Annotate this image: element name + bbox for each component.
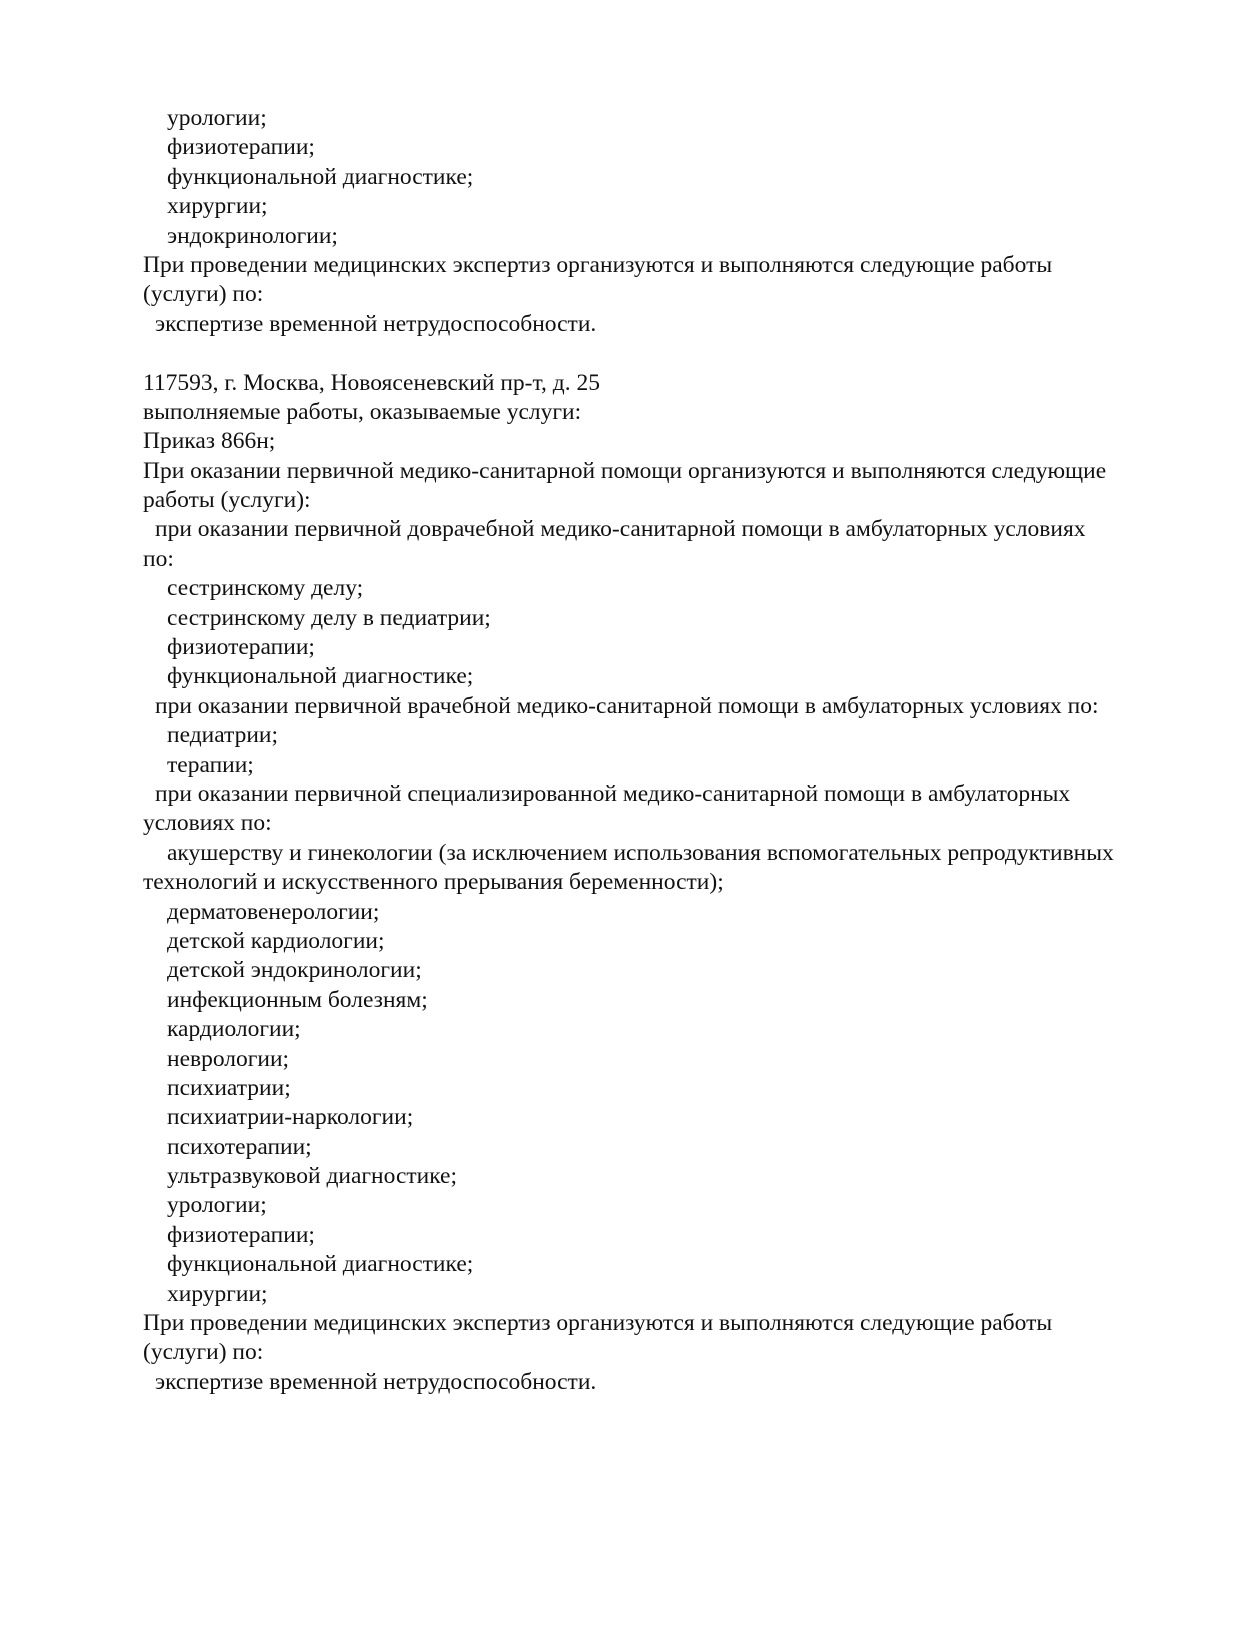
vrach-heading: при оказании первичной врачебной медико-санитарной помощи в амбулаторных условиях по: <box>155 692 1099 719</box>
list-item: функциональной диагностике; <box>167 163 474 190</box>
list-item: психиатрии; <box>167 1074 291 1101</box>
list-item: неврологии; <box>167 1045 290 1072</box>
list-item: акушерству и гинекологии (за исключением использования вспомогательных репродуктивных <box>167 839 1114 866</box>
expertise-heading: При проведении медицинских экспертиз организуются и выполняются следующие работы <box>143 251 1053 278</box>
specialized-heading: при оказании первичной специализированной медико-санитарной помощи в амбулаторных <box>155 780 1071 807</box>
list-item: ультразвуковой диагностике; <box>167 1163 458 1190</box>
address-line: 117593, г. Москва, Новоясеневский пр-т, д. 25 <box>143 369 600 396</box>
list-item: урологии; <box>167 105 267 131</box>
list-item: хирургии; <box>167 193 268 220</box>
list-item: физиотерапии; <box>167 134 315 161</box>
expertise-item: экспертизе временной нетрудоспособности. <box>155 1368 597 1395</box>
list-item: сестринскому делу; <box>167 575 364 602</box>
primary-care-heading-continued: работы (услуги): <box>143 487 311 514</box>
list-item: физиотерапии; <box>167 634 315 661</box>
prevrach-heading-continued: по: <box>143 545 174 572</box>
list-item: сестринскому делу в педиатрии; <box>167 604 491 631</box>
list-item: урологии; <box>167 1192 267 1219</box>
primary-care-heading: При оказании первичной медико-санитарной помощи организуются и выполняются следующие <box>143 457 1107 484</box>
expertise-item: экспертизе временной нетрудоспособности. <box>155 310 597 337</box>
expertise-heading: При проведении медицинских экспертиз организуются и выполняются следующие работы <box>143 1310 1053 1337</box>
list-item: хирургии; <box>167 1280 268 1307</box>
list-item: функциональной диагностике; <box>167 663 474 690</box>
order-reference: Приказ 866н; <box>143 428 276 455</box>
list-item: психотерапии; <box>167 1133 312 1160</box>
prevrach-heading: при оказании первичной доврачебной медико-санитарной помощи в амбулаторных условиях <box>155 516 1086 543</box>
expertise-heading-continued: (услуги) по: <box>143 1339 264 1366</box>
paragraph-gap <box>143 339 1153 368</box>
works-label: выполняемые работы, оказываемые услуги: <box>143 398 582 425</box>
list-item: эндокринологии; <box>167 222 338 249</box>
list-item: терапии; <box>167 751 254 778</box>
list-item: кардиологии; <box>167 1016 301 1043</box>
document-body <box>143 104 1153 1397</box>
list-item-continued: технологий и искусственного прерывания беременности); <box>143 869 724 896</box>
list-item: дерматовенерологии; <box>167 898 380 925</box>
list-item: физиотерапии; <box>167 1221 315 1248</box>
list-item: функциональной диагностике; <box>167 1251 474 1278</box>
list-item: детской кардиологии; <box>167 927 385 954</box>
list-item: инфекционным болезням; <box>167 986 428 1013</box>
list-item: детской эндокринологии; <box>167 957 422 984</box>
specialized-heading-continued: условиях по: <box>143 810 272 837</box>
expertise-heading-continued: (услуги) по: <box>143 281 264 308</box>
list-item: педиатрии; <box>167 722 279 749</box>
list-item: психиатрии-наркологии; <box>167 1104 414 1131</box>
